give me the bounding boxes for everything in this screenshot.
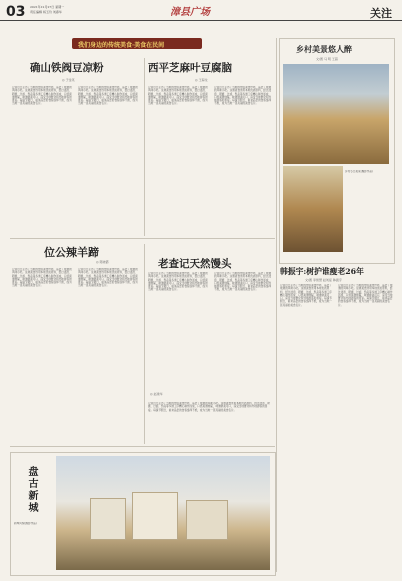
column-divider-left-2	[144, 244, 145, 444]
page-header	[0, 0, 402, 22]
country-photo-1	[283, 64, 389, 164]
column-divider-left	[144, 58, 145, 236]
city-title: 盘古新城	[26, 466, 37, 514]
header-rule	[0, 20, 402, 21]
header-meta-line1: 2021年12月27日 星期一	[30, 5, 65, 9]
article-body-2b: 记者近日走访了当地的传统美食作坊，品尝了地道的风味小吃。这道美食选用本地优质原料，经过浸泡、研磨、过滤、熬煮等多道工序精心制作而成，口感爽滑细腻，味道鲜美可口，深受当地群众和外地游客的喜爱。每逢节假日，前来品尝的食客络绎不绝，成为当地一张亮丽的美食名片。	[214, 86, 272, 106]
header-meta-line2: 责任编辑 杨玉玲 刘春华	[30, 10, 62, 14]
article-body-1a: 记者近日走访了当地的传统美食作坊，品尝了地道的风味小吃。这道美食选用本地优质原料，经过浸泡、研磨、过滤、熬煮等多道工序精心制作而成，口感爽滑细腻，味道鲜美可口，深受当地群众和外地游客的喜爱。每逢节假日，前来品尝的食客络绎不绝，成为当地一张亮丽的美食名片。	[12, 86, 72, 106]
article-byline-1: ◎ 于金英	[62, 78, 75, 82]
country-title: 乡村美景悠人醉	[296, 44, 352, 54]
city-building-2	[132, 492, 178, 540]
section-title: 关注	[370, 7, 392, 20]
city-building-3	[186, 500, 228, 540]
page-number: 03	[6, 4, 26, 20]
article-title-3: 位公辣羊蹄	[44, 246, 99, 259]
row-divider-2	[10, 446, 275, 447]
article-title-5: 韩振宇:树护谁瘦老26年	[280, 267, 364, 276]
topic-banner	[72, 38, 202, 49]
row-divider-1	[10, 238, 275, 239]
article-body-4b: 记者近日走访了当地的传统美食作坊，品尝了地道的风味小吃。这道美食选用本地优质原料，经过浸泡、研磨、过滤、熬煮等多道工序精心制作而成，口感爽滑细腻，味道鲜美可口，深受当地群众和外地游客的喜爱。每逢节假日，前来品尝的食客络绎不绝，成为当地一张亮丽的美食名片。	[214, 272, 272, 292]
country-caption-text: 乡村冬日美景(摄影作品)	[345, 170, 373, 173]
article-byline-5: 文/图 李智慧 赵刘泓 韩振宇	[305, 278, 342, 282]
masthead-logo: 漳县广场	[170, 7, 210, 18]
article-byline-3: ◎ 陈晓霞	[96, 260, 109, 264]
article-body-2a: 记者近日走访了当地的传统美食作坊，品尝了地道的风味小吃。这道美食选用本地优质原料，经过浸泡、研磨、过滤、熬煮等多道工序精心制作而成，口感爽滑细腻，味道鲜美可口，深受当地群众和外地游客的喜爱。每逢节假日，前来品尝的食客络绎不绝，成为当地一张亮丽的美食名片。	[148, 86, 208, 106]
article-body-4a: 记者近日走访了当地的传统美食作坊，品尝了地道的风味小吃。这道美食选用本地优质原料，经过浸泡、研磨、过滤、熬煮等多道工序精心制作而成，口感爽滑细腻，味道鲜美可口，深受当地群众和外地游客的喜爱。每逢节假日，前来品尝的食客络绎不绝，成为当地一张亮丽的美食名片。	[148, 272, 208, 292]
article-title-1: 确山铁阀豆凉粉	[30, 62, 104, 74]
city-building-1	[90, 498, 126, 540]
article-body-3a: 记者近日走访了当地的传统美食作坊，品尝了地道的风味小吃。这道美食选用本地优质原料，经过浸泡、研磨、过滤、熬煮等多道工序精心制作而成，口感爽滑细腻，味道鲜美可口，深受当地群众和外地游客的喜爱。每逢节假日，前来品尝的食客络绎不绝，成为当地一张亮丽的美食名片。	[12, 268, 72, 288]
column-divider-right	[276, 38, 277, 572]
article-body-3b: 记者近日走访了当地的传统美食作坊，品尝了地道的风味小吃。这道美食选用本地优质原料，经过浸泡、研磨、过滤、熬煮等多道工序精心制作而成，口感爽滑细腻，味道鲜美可口，深受当地群众和外地游客的喜爱。每逢节假日，前来品尝的食客络绎不绝，成为当地一张亮丽的美食名片。	[78, 268, 138, 288]
article-byline-4: ◎ 赵建华	[150, 392, 163, 396]
article-title-2: 西平芝麻叶豆腐脑	[148, 62, 232, 74]
article-body-5a: 记者近日走访了当地的传统美食作坊，品尝了地道的风味小吃。这道美食选用本地优质原料，经过浸泡、研磨、过滤、熬煮等多道工序精心制作而成，口感爽滑细腻，味道鲜美可口，深受当地群众和外地游客的喜爱。每逢节假日，前来品尝的食客络绎不绝，成为当地一张亮丽的美食名片。	[280, 284, 332, 307]
banner-text: 我们身边的传统美食·美食在民间	[78, 42, 165, 49]
article-title-4: 老查记天然馒头	[158, 258, 232, 270]
article-body-5c: 记者近日走访了当地的传统美食作坊，品尝了地道的风味小吃。这道美食选用本地优质原料，经过浸泡、研磨、过滤、熬煮等多道工序精心制作而成，口感爽滑细腻，味道鲜美可口，深受当地群众和外地游客的喜爱。每逢节假日，前来品尝的食客络绎不绝，成为当地一张亮丽的美食名片。	[148, 402, 270, 412]
city-caption: 新城风貌(摄影作品)	[14, 522, 37, 525]
article-body-5b: 记者近日走访了当地的传统美食作坊，品尝了地道的风味小吃。这道美食选用本地优质原料，经过浸泡、研磨、过滤、熬煮等多道工序精心制作而成，口感爽滑细腻，味道鲜美可口，深受当地群众和外地游客的喜爱。每逢节假日，前来品尝的食客络绎不绝，成为当地一张亮丽的美食名片。	[338, 284, 393, 307]
article-body-1b: 记者近日走访了当地的传统美食作坊，品尝了地道的风味小吃。这道美食选用本地优质原料，经过浸泡、研磨、过滤、熬煮等多道工序精心制作而成，口感爽滑细腻，味道鲜美可口，深受当地群众和外地游客的喜爱。每逢节假日，前来品尝的食客络绎不绝，成为当地一张亮丽的美食名片。	[78, 86, 138, 106]
article-byline-2: ◎ 王海龙	[195, 78, 208, 82]
country-photo-2	[283, 166, 343, 252]
country-credit: 文/图 马 明 王超	[316, 57, 338, 61]
